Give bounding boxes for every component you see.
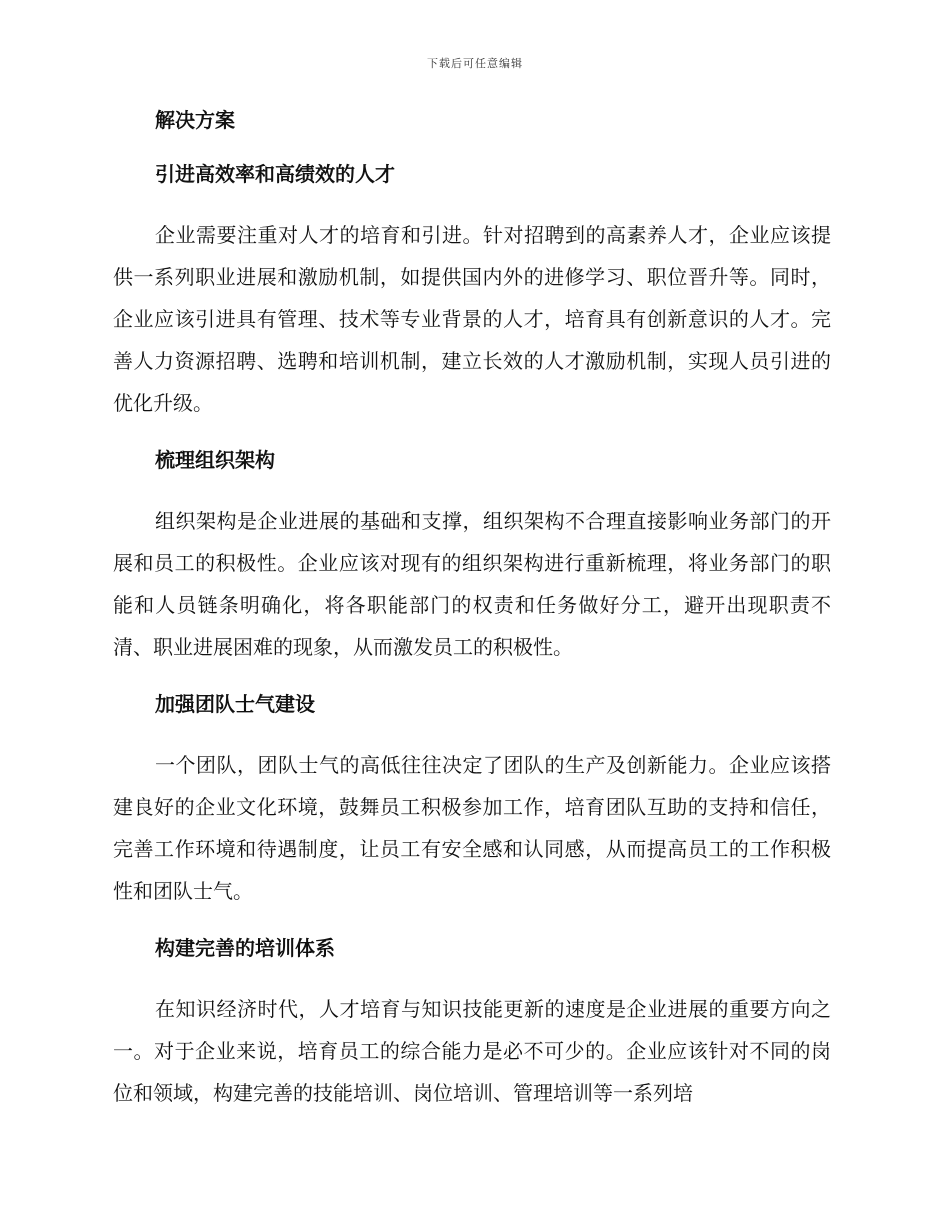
section-paragraph: 一个团队，团队士气的高低往往决定了团队的生产及创新能力。企业应该搭建良好的企业文化环境，鼓舞员工积极参加工作，培育团队互助的支持和信任，完善工作环境和待遇制度，让员工有安全感和认同感，从而提高员工的工作积极性和团队士气。 bbox=[113, 753, 831, 903]
section-heading: 构建完善的培训体系 bbox=[155, 936, 335, 960]
section-heading: 引进高效率和高绩效的人才 bbox=[155, 162, 395, 186]
page-header: 下载后可任意编辑 bbox=[427, 57, 523, 70]
section-paragraph: 在知识经济时代，人才培育与知识技能更新的速度是企业进展的重要方向之一。对于企业来说，培育员工的综合能力是必不可少的。企业应该针对不同的岗位和领域，构建完善的技能培训、岗位培训、管理培训等一系列培 bbox=[113, 997, 831, 1105]
section-paragraph: 企业需要注重对人才的培育和引进。针对招聘到的高素养人才，企业应该提供一系列职业进展和激励机制，如提供国内外的进修学习、职位晋升等。同时，企业应该引进具有管理、技术等专业背景的人才，培育具有创新意识的人才。完善人力资源招聘、选聘和培训机制，建立长效的人才激励机制，实现人员引进的优化升级。 bbox=[113, 223, 831, 415]
section-2 bbox=[113, 446, 831, 668]
section-heading: 梳理组织架构 bbox=[155, 448, 275, 472]
section-4 bbox=[113, 934, 831, 1114]
document-title: 解决方案 bbox=[155, 108, 235, 132]
document-body bbox=[113, 106, 831, 1136]
section-1 bbox=[113, 160, 831, 424]
section-paragraph: 组织架构是企业进展的基础和支撑，组织架构不合理直接影响业务部门的开展和员工的积极性。企业应该对现有的组织架构进行重新梳理，将业务部门的职能和人员链条明确化，将各职能部门的权责和任务做好分工，避开出现职责不清、职业进展困难的现象，从而激发员工的积极性。 bbox=[113, 509, 831, 659]
section-heading: 加强团队士气建设 bbox=[155, 692, 315, 716]
section-3 bbox=[113, 690, 831, 912]
